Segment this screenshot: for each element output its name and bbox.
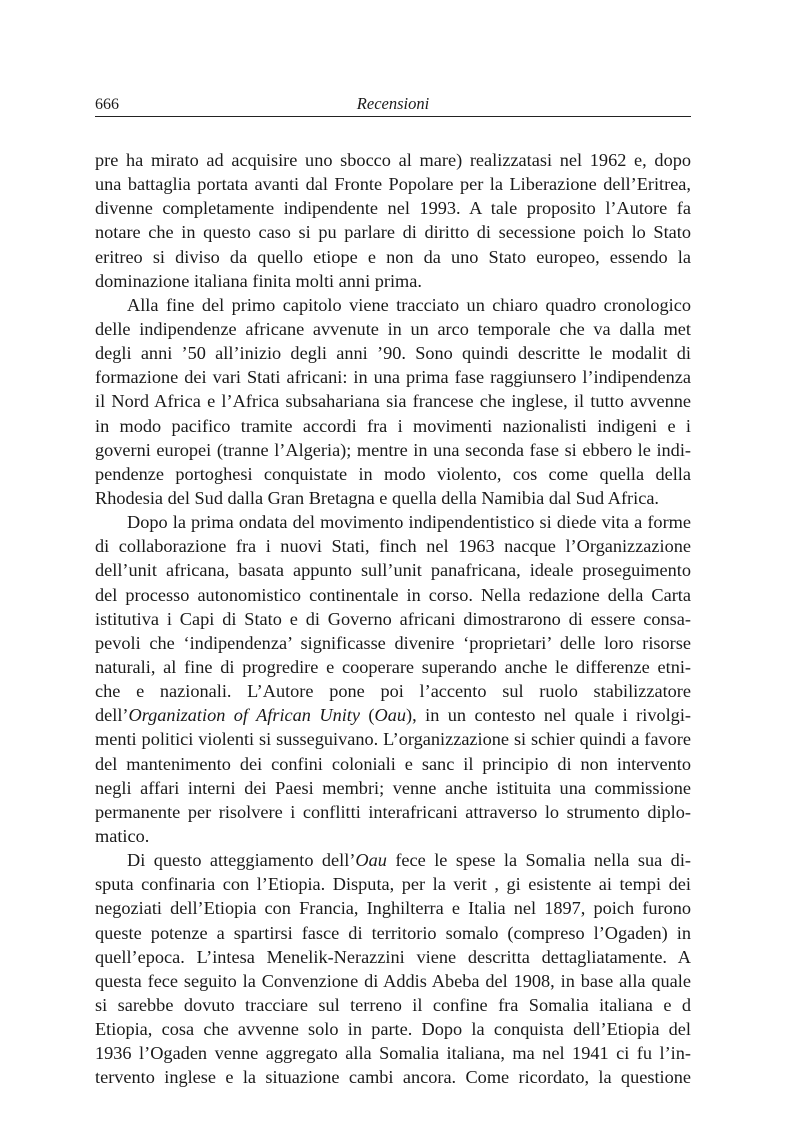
text-line: Rhodesia del Sud dalla Gran Bretagna e quella della Namibia dal Sud Africa. <box>95 487 660 508</box>
page-header <box>95 94 691 117</box>
italic-text: Oau <box>355 850 387 871</box>
text-line <box>95 703 691 727</box>
body-text <box>95 148 691 1089</box>
text-line: pevoli che ‘indipendenza’ significasse divenire ‘proprietari’ delle loro risorse <box>95 632 691 653</box>
text-line: 1936 l’Ogaden venne aggregato alla Somalia italiana, ma nel 1941 ci fu l’in- <box>95 1043 691 1064</box>
text-line: pre ha mirato ad acquisire uno sbocco al mare) realizzatasi nel 1962 e, dopo <box>95 150 691 170</box>
text-line: Etiopia, cosa che avvenne solo in parte. Dopo la conquista dell’Etiopia del <box>95 1019 691 1040</box>
text-line: formazione dei vari Stati africani: in una prima fase raggiunsero l’indipendenza <box>95 367 691 388</box>
text-line: menti politici violenti si susseguivano. L’organizzazione si schier quindi a favore <box>95 729 691 750</box>
text-line: divenne completamente indipendente nel 1993. A tale proposito l’Autore fa <box>95 198 691 219</box>
text-line: dell’unit africana, basata appunto sull’unit panafricana, ideale proseguimento <box>95 560 691 581</box>
text-line: istitutiva i Capi di Stato e di Governo africani dimostrarono di essere consa- <box>95 608 691 629</box>
text-line: il Nord Africa e l’Africa subsahariana sia francese che inglese, il tutto avvenne <box>95 391 691 412</box>
text-span: Di questo atteggiamento dell’ <box>127 850 356 871</box>
text-line: eritreo si diviso da quello etiope e non da uno Stato europeo, essendo la <box>95 246 691 267</box>
text-line: governi europei (tranne l’Algeria); mentre in una seconda fase si ebbero le indi- <box>95 439 691 460</box>
text-line: Dopo la prima ondata del movimento indipendentistico si diede vita a forme <box>127 512 691 533</box>
italic-text: Organization of African Unity <box>128 705 360 726</box>
text-line: matico. <box>95 825 150 846</box>
text-span: ), in un contesto nel quale i rivolgi- <box>406 705 691 726</box>
text-line: di collaborazione fra i nuovi Stati, finch nel 1963 nacque l’Organizzazione <box>95 536 691 557</box>
text-line: questa fece seguito la Convenzione di Addis Abeba del 1908, in base alla quale <box>95 970 691 991</box>
italic-text: Oau <box>374 705 407 726</box>
text-line: queste potenze a spartirsi fasce di territorio somalo (compreso l’Ogaden) in <box>95 922 691 943</box>
text-line: del mantenimento dei confini coloniali e sanc il principio di non intervento <box>95 753 691 774</box>
text-span: fece le spese la Somalia nella sua di- <box>386 850 691 871</box>
text-span: dell’ <box>95 705 129 726</box>
text-line: si sarebbe dovuto tracciare sul terreno il confine fra Somalia italiana e d <box>95 994 691 1015</box>
text-span: ( <box>360 705 375 726</box>
text-line: naturali, al fine di progredire e cooperare superando anche le differenze etni- <box>95 656 691 677</box>
text-line: in modo pacifico tramite accordi fra i movimenti nazionalisti indigeni e i <box>95 415 691 436</box>
text-line: degli anni ’50 all’inizio degli anni ’90. Sono quindi descritte le modalit di <box>95 343 691 364</box>
running-title: Recensioni <box>356 94 430 113</box>
text-line: del processo autonomistico continentale in corso. Nella redazione della Carta <box>95 584 691 605</box>
text-line: tervento inglese e la situazione cambi ancora. Come ricordato, la questione <box>95 1067 691 1088</box>
text-line: pendenze portoghesi conquistate in modo violento, cos come quella della <box>95 463 691 484</box>
text-line: dominazione italiana finita molti anni prima. <box>95 270 422 291</box>
text-line: negoziati dell’Etiopia con Francia, Inghilterra e Italia nel 1897, poich furono <box>95 898 691 919</box>
text-line <box>95 848 691 872</box>
text-line: Alla fine del primo capitolo viene tracciato un chiaro quadro cronologico <box>127 294 691 315</box>
page-number: 666 <box>95 96 119 113</box>
text-line: sputa confinaria con l’Etiopia. Disputa, per la verit , gi esistente ai tempi dei <box>95 874 691 895</box>
text-line: quell’epoca. L’intesa Menelik-Nerazzini viene descritta dettagliatamente. A <box>95 946 691 967</box>
text-line: che e nazionali. L’Autore pone poi l’accento sul ruolo stabilizzatore <box>95 681 691 702</box>
text-line: negli affari interni dei Paesi membri; venne anche istituita una commissione <box>95 777 691 798</box>
text-line: notare che in questo caso si pu parlare di diritto di secessione poich lo Stato <box>95 222 691 243</box>
text-line: permanente per risolvere i conflitti interafricani attraverso lo strumento diplo- <box>95 801 691 822</box>
text-line: una battaglia portata avanti dal Fronte Popolare per la Liberazione dell’Eritrea, <box>95 174 691 195</box>
text-line: delle indipendenze africane avvenute in un arco temporale che va dalla met <box>95 318 691 339</box>
